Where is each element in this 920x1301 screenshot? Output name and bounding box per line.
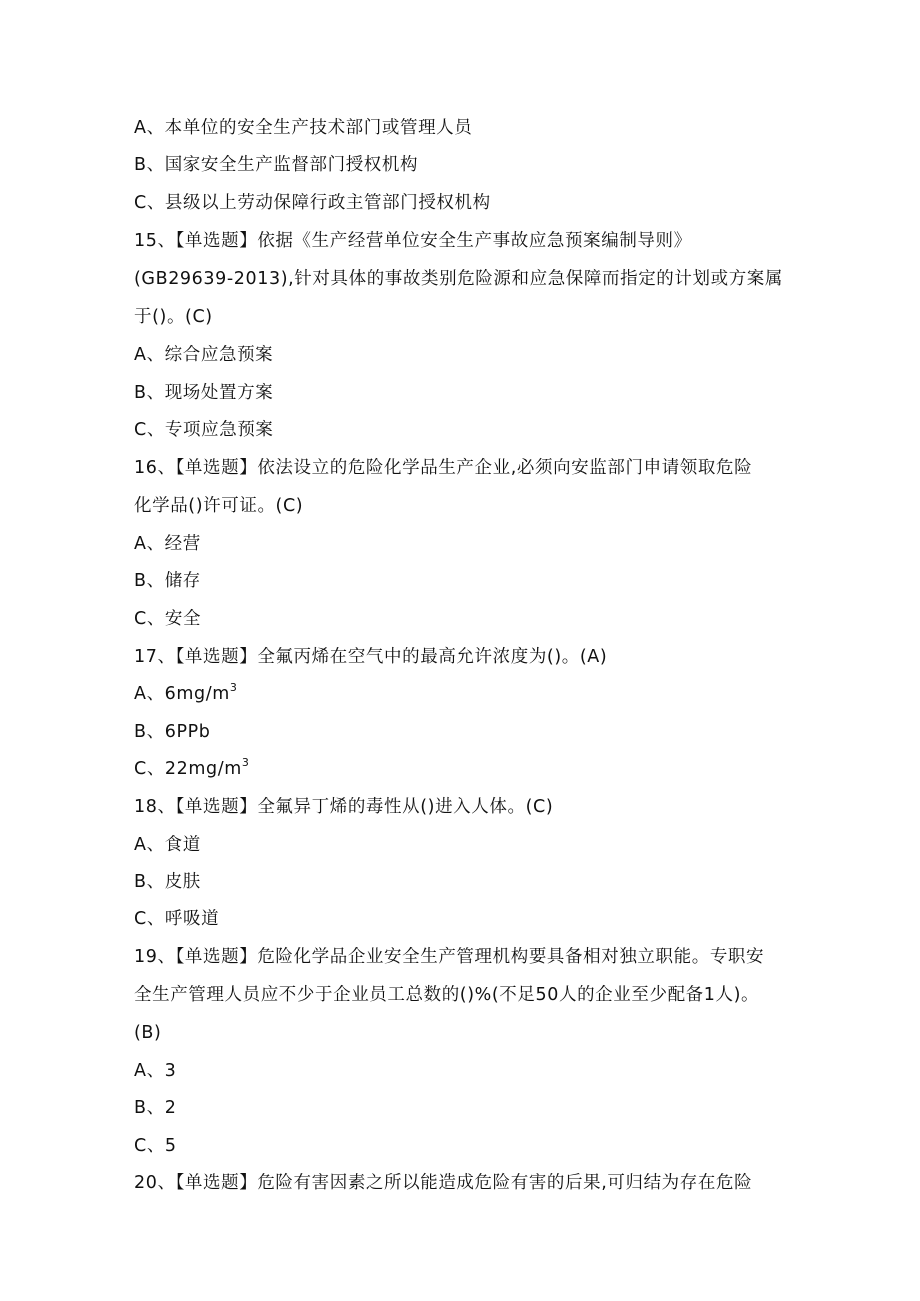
question-text-line: (GB29639-2013),针对具体的事故类别危险源和应急保障而指定的计划或方案属 <box>134 269 784 289</box>
option-line: B、储存 <box>134 571 201 591</box>
question-text-line: 于()。(C) <box>134 307 213 327</box>
option-line: A、食道 <box>134 835 201 855</box>
option-line: C、安全 <box>134 609 202 629</box>
question-answer: (B) <box>134 1023 162 1043</box>
option-line: B、国家安全生产监督部门授权机构 <box>134 155 419 175</box>
superscript: 3 <box>229 681 238 695</box>
option-line: B、皮肤 <box>134 872 201 892</box>
option-line: C、5 <box>134 1136 177 1156</box>
option-line: C、县级以上劳动保障行政主管部门授权机构 <box>134 193 491 213</box>
option-line: C、专项应急预案 <box>134 420 274 440</box>
option-line: C、呼吸道 <box>134 909 220 929</box>
superscript: 3 <box>241 756 250 770</box>
option-line: A、综合应急预案 <box>134 345 274 365</box>
question-17: 17、【单选题】全氟丙烯在空气中的最高允许浓度为()。(A) <box>134 647 608 667</box>
option-line: A、经营 <box>134 534 201 554</box>
question-16: 16、【单选题】依法设立的危险化学品生产企业,必须向安监部门申请领取危险 <box>134 458 753 478</box>
option-line <box>134 682 238 706</box>
option-line: A、3 <box>134 1061 177 1081</box>
question-20: 20、【单选题】危险有害因素之所以能造成危险有害的后果,可归结为存在危险 <box>134 1173 753 1193</box>
question-18: 18、【单选题】全氟异丁烯的毒性从()进入人体。(C) <box>134 797 554 817</box>
option-text: C、22mg/m <box>134 759 242 779</box>
question-text-line: 全生产管理人员应不少于企业员工总数的()%(不足50人的企业至少配备1人)。 <box>134 985 760 1005</box>
option-line: B、现场处置方案 <box>134 383 274 403</box>
option-line <box>134 757 250 781</box>
question-19: 19、【单选题】危险化学品企业安全生产管理机构要具备相对独立职能。专职安 <box>134 947 765 967</box>
option-text: A、6mg/m <box>134 684 230 704</box>
question-text-line: 化学品()许可证。(C) <box>134 496 304 516</box>
option-line: A、本单位的安全生产技术部门或管理人员 <box>134 118 473 138</box>
option-line: B、6PPb <box>134 722 211 742</box>
question-15: 15、【单选题】依据《生产经营单位安全生产事故应急预案编制导则》 <box>134 231 692 251</box>
option-line: B、2 <box>134 1098 177 1118</box>
